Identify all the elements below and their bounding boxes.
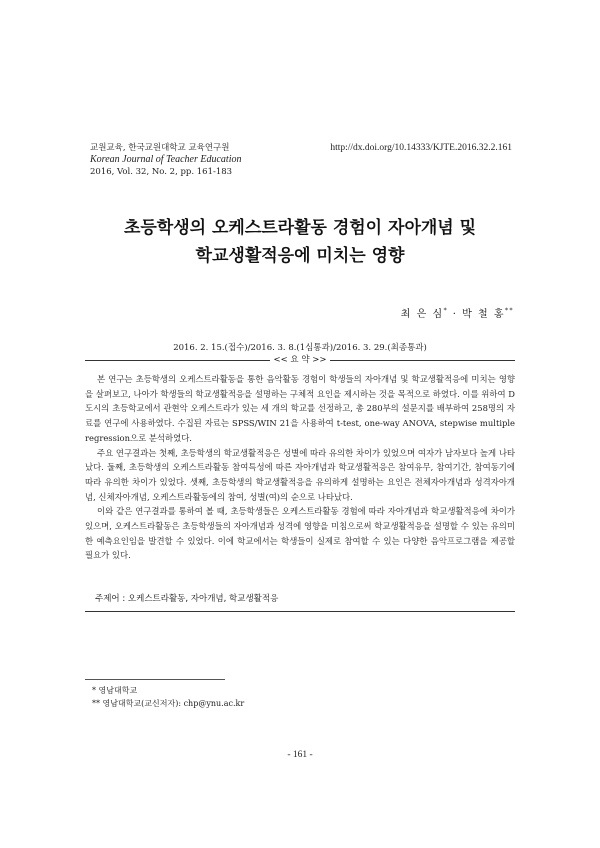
- abstract-label: << 요 약 >>: [270, 353, 330, 365]
- authors: [401, 305, 514, 320]
- author-2: 박 철 홍: [462, 309, 505, 320]
- title-line-1: 초등학생의 오케스트라활동 경험이 자아개념 및: [123, 218, 477, 238]
- journal-name: Korean Journal of Teacher Education: [90, 154, 242, 165]
- author-1: 최 은 심: [400, 309, 444, 320]
- footnote-rule: [85, 679, 225, 680]
- submission-dates: 2016. 2. 15.(접수)/2016. 3. 8.(1심통과)/2016. 3. 29.(최종통과): [173, 343, 427, 353]
- abstract-paragraph: 주요 연구결과는 첫째, 초등학생의 학교생활적응은 성별에 따라 유의한 차이가 있었으며 여자가 남자보다 높게 나타났다. 둘째, 초등학생의 오케스트라활동 참여특성에 따른 자아개념과 학교생활적응은 참여유무, 참여기간, 참여동기에 따라 유의한 차이가 있었다. 셋째, 초등학생의 학교생활적응을 유의하게 설명하는 요인은 전체자아개념과 성격자아개념, 신체자아개념, 오케스트라활동에의 참여, 성별(여)의 순으로 나타났다.: [85, 447, 515, 502]
- keywords: 주제어 : 오케스트라활동, 자아개념, 학교생활적응: [95, 594, 279, 604]
- footnotes: [92, 684, 244, 710]
- journal-header: [90, 142, 241, 178]
- abstract-body: [85, 372, 515, 563]
- title-line-2: 학교생활적응에 미치는 영향: [195, 246, 405, 266]
- publisher-line: 교원교육, 한국교원대학교 교육연구원: [90, 143, 230, 153]
- footnote-1: * 영남대학교: [92, 686, 138, 695]
- page-number: - 161 -: [287, 750, 313, 760]
- abstract-bottom-rule: [85, 611, 515, 612]
- author-2-mark: **: [505, 307, 514, 315]
- author-separator: ·: [448, 309, 463, 320]
- abstract-paragraph: 본 연구는 초등학생의 오케스트라활동을 통한 음악활동 경험이 학생들의 자아개념 및 학교생활적응에 미치는 영향을 살펴보고, 나아가 학생들의 학교생활적응을 설명하는 구체적 요인을 제시하는 것을 목적으로 하였다. 이를 위하여 D도시의 초등학교에서 관현악 오케스트라가 있는 세 개의 학교를 선정하고, 총 280부의 설문지를 배부하여 258명의 자료를 연구에 사용하였다. 수집된 자료는 SPSS/WIN 21을 사용하여 t-test, one-way ANOVA, stepwise multiple regression으로 분석하였다.: [85, 374, 515, 443]
- paper-title: [40, 214, 560, 270]
- volume-line: 2016, Vol. 32, No. 2, pp. 161-183: [90, 167, 233, 177]
- author-1-mark: *: [443, 307, 449, 315]
- abstract-paragraph: 이와 같은 연구결과를 통하여 볼 때, 초등학생들은 오케스트라활동 경험에 따라 자아개념과 학교생활적응에 차이가 있으며, 오케스트라활동은 초등학생들의 자아개념과 성격에 영향을 미침으로써 학교생활적응을 설명할 수 있는 유의미한 예측요인임을 발견할 수 있었다. 이에 학교에서는 학생들이 실제로 참여할 수 있는 다양한 음악프로그램을 제공할 필요가 있다.: [85, 506, 515, 561]
- footnote-2: ** 영남대학교(교신저자): chp@ynu.ac.kr: [92, 699, 245, 708]
- doi-link[interactable]: http://dx.doi.org/10.14333/KJTE.2016.32.2.161: [330, 143, 512, 153]
